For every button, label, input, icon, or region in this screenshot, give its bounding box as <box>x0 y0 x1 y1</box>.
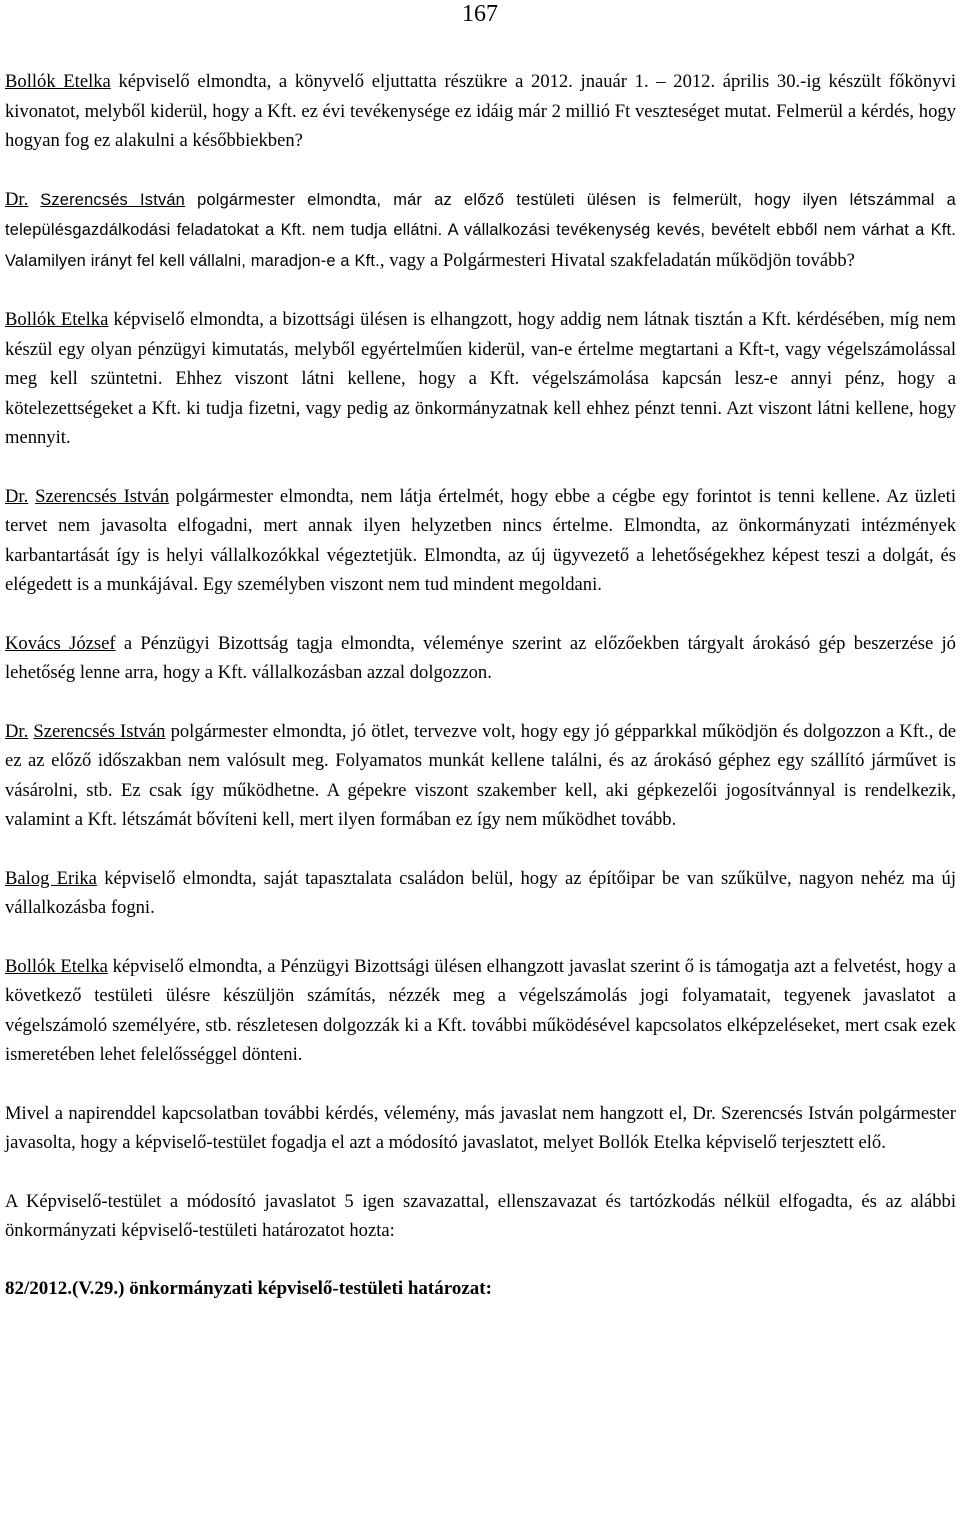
paragraph-text-serif: , vagy a Polgármesteri Hivatal szakfeladatán működjön tovább? <box>379 249 855 271</box>
paragraph-bollok-2 <box>5 305 956 453</box>
paragraph-szerencses-3 <box>5 717 956 835</box>
speaker-name: Szerencsés István <box>33 720 166 742</box>
paragraph-balog <box>5 864 956 923</box>
paragraph-text: polgármester elmondta, már az előző testületi ülésen is felmerült, hogy ilyen létszámmal a településgazdálkodási feladatokat a Kft. nem tudja ellátni. A vállalkozási tevékenység kevés, bevételt ebből nem várhat a Kft. Valamilyen irányt fel kell vállalni, maradjon-e a Kft. <box>5 190 956 270</box>
paragraph-text: polgármester elmondta, jó ötlet, tervezve volt, hogy egy jó gépparkkal működjön és dolgozzon a Kft., de ez az előző időszakban nem valósult meg. Folyamatos munkát kellene találni, és az árokásó géphez egy szállító járművet is vásárolni, stb. Ez csak így működhetne. A gépekre viszont szakember kell, aki gépkezelői jogosítvánnyal is rendelkezik, valamint a Kft. létszámát bővíteni kell, mert ilyen formában ez így nem működhet tovább. <box>5 720 956 830</box>
paragraph-szerencses-2 <box>5 482 956 600</box>
paragraph-proposal <box>5 1099 956 1158</box>
speaker-name: Kovács József <box>5 632 116 654</box>
document-body <box>5 67 956 1303</box>
paragraph-text: képviselő elmondta, a Pénzügyi Bizottsági ülésen elhangzott javaslat szerint ő is támogatja azt a felvetést, hogy a következő testületi ülésre készüljön számítás, nézzék meg a végelszámolás jogi folyamatait, tegyenek javaslatot a végelszámoló személyére, stb. részletesen dolgozzák ki a Kft. további működésével kapcsolatos elképzeléseket, mert csak ezek ismeretében lehet felelősséggel dönteni. <box>5 955 956 1065</box>
speaker-prefix: Dr. <box>5 485 29 507</box>
speaker-name: Bollók Etelka <box>5 309 109 330</box>
speaker-name: Szerencsés István <box>40 190 185 209</box>
paragraph-bollok-1 <box>5 67 956 156</box>
paragraph-text: A Képviselő-testület a módosító javaslatot 5 igen szavazattal, ellenszavazat és tartózkodás nélkül elfogadta, és az alábbi önkormányzati képviselő-testületi határozatot hozta: <box>5 1190 956 1241</box>
paragraph-vote <box>5 1187 956 1246</box>
paragraph-text: polgármester elmondta, nem látja értelmét, hogy ebbe a cégbe egy forintot is tenni kellene. Az üzleti tervet nem javasolta elfogadni, mert annak ilyen helyzetben nincs értelme. Elmondta, az önkormányzati intézmények karbantartását így is helyi vállalkozókkal végeztetjük. Elmondta, az új ügyvezető a lehetőségekhez képest teszi a dolgát, és elégedett is a munkájával. Egy személyben viszont nem tud mindent megoldani. <box>5 485 956 595</box>
paragraph-kovacs <box>5 629 956 688</box>
paragraph-text: képviselő elmondta, a könyvelő eljuttatta részükre a 2012. jnauár 1. – 2012. április 30.-ig készült főkönyvi kivonatot, melyből kiderül, hogy a Kft. ez évi tevékenysége ez idáig már 2 millió Ft veszteséget mutat. Felmerül a kérdés, hogy hogyan fog ez alakulni a későbbiekben? <box>5 71 956 151</box>
speaker-name: Szerencsés István <box>35 485 170 507</box>
speaker-name: Bollók Etelka <box>5 71 111 92</box>
paragraph-szerencses-1 <box>5 185 956 277</box>
speaker-prefix: Dr. <box>5 188 29 210</box>
paragraph-bollok-3 <box>5 952 956 1070</box>
speaker-name: Bollók Etelka <box>5 955 108 977</box>
resolution-title: 82/2012.(V.29.) önkormányzati képviselő-testületi határozat: <box>5 1277 492 1299</box>
speaker-name: Balog Erika <box>5 867 97 889</box>
speaker-prefix: Dr. <box>5 720 29 742</box>
paragraph-text: a Pénzügyi Bizottság tagja elmondta, véleménye szerint az előzőekben tárgyalt árokásó gép beszerzése jó lehetőség lenne arra, hogy a Kft. vállalkozásban azzal dolgozzon. <box>5 632 956 683</box>
paragraph-text: Mivel a napirenddel kapcsolatban további kérdés, vélemény, más javaslat nem hangzott el, Dr. Szerencsés István polgármester javasolta, hogy a képviselő-testület fogadja el azt a módosító javaslatot, melyet Bollók Etelka képviselő terjesztett elő. <box>5 1102 956 1153</box>
paragraph-text: képviselő elmondta, a bizottsági ülésen is elhangzott, hogy addig nem látnak tisztán a Kft. kérdésében, míg nem készül egy olyan pénzügyi kimutatás, melyből egyértelműen kiderül, van-e értelme megtartani a Kft-t, vagy végelszámolással meg kell szüntetni. Ehhez viszont látni kellene, hogy a Kft. végelszámolása kapcsán lesz-e annyi pénz, hogy a kötelezettségeket a Kft. ki tudja fizetni, vagy pedig az önkormányzatnak kell ehhez pénzt tenni. Azt viszont látni kellene, hogy mennyit. <box>5 309 957 448</box>
page-number: 167 <box>462 1 498 27</box>
paragraph-text: képviselő elmondta, saját tapasztalata családon belül, hogy az építőipar be van szűkülve, nagyon nehéz ma új vállalkozásba fogni. <box>5 867 956 918</box>
